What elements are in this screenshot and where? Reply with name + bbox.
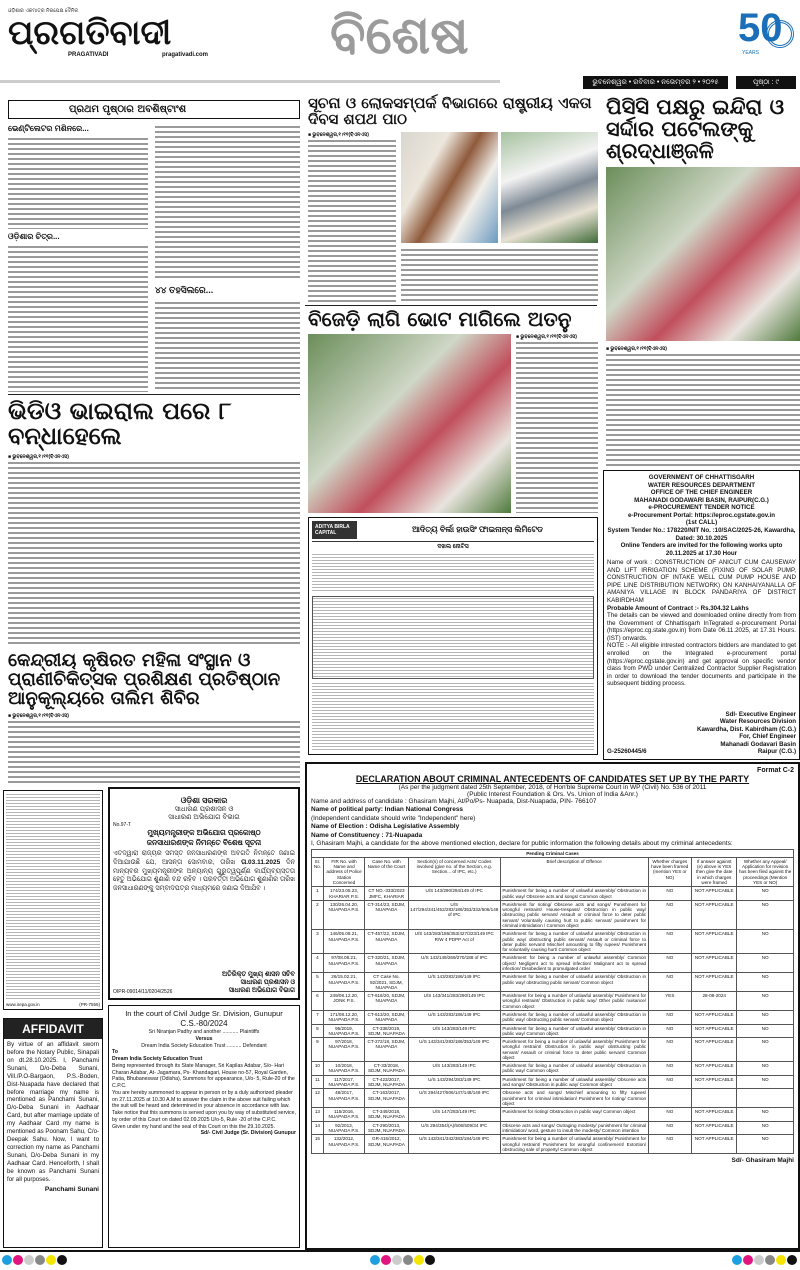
constituency-name: Name of Constituency : 71-Nuapada [311, 831, 423, 839]
continued-column-1 [8, 124, 148, 392]
tender-code: G-25260445/6 [607, 748, 647, 756]
article-body-text [8, 136, 148, 229]
table-cell: NO [737, 1121, 794, 1135]
table-cell: CT-290/2013, SDJM, NUAPADA [365, 1121, 408, 1135]
table-cell: NOT APPLICABLE [692, 1075, 737, 1089]
table-cell: 48/2017, NUAPADA P.S. [323, 1089, 364, 1108]
dateline: ■ ଭୁବନେଶ୍ୱର,୧।୧୧(ବିଏନଏସ) [606, 345, 667, 352]
table-cell: NO [737, 1135, 794, 1154]
article-body-text [8, 460, 300, 647]
table-cell: NOT APPLICABLE [692, 930, 737, 954]
table-cell: U/S 147/283/149 IPC [408, 1108, 500, 1122]
table-row [312, 1108, 794, 1122]
table-cell: CT-349/2018, SDJM, NUAPADA [365, 1108, 408, 1122]
continued-column-2 [155, 124, 300, 392]
table-cell: NO [737, 1075, 794, 1089]
table-row [312, 992, 794, 1011]
independent-note: (Independent candidate should write "Independent" here) [311, 814, 476, 822]
table-cell: NO [648, 1135, 691, 1154]
notice-govt: ଓଡ଼ିଶା ସରକାର [180, 796, 228, 805]
logo-english: PRAGATIVADI [68, 52, 109, 58]
table-cell: NOT APPLICABLE [692, 1010, 737, 1024]
unity-day-photo-2 [501, 132, 598, 243]
training-body [8, 713, 300, 785]
ad-table [312, 596, 594, 679]
table-cell: 146/05.08.21, NUAPADA P.S. [323, 930, 364, 954]
table-cell: 132/2012, NUAPADA P.S. [323, 1135, 364, 1154]
table-cell: YES [648, 992, 691, 1011]
table-cell: NOT APPLICABLE [692, 1121, 737, 1135]
table-cell: 2 [312, 900, 324, 929]
table-title: Pending Criminal Cases [312, 849, 794, 857]
classified-ad [3, 790, 103, 1010]
criminal-cases-table [311, 849, 794, 1155]
table-cell: 26/15.02.21, NUAPADA P.S. [323, 973, 364, 992]
table-cell: NOT APPLICABLE [692, 1062, 737, 1076]
table-cell: 10/2018, NUAPADA P.S. [323, 1062, 364, 1076]
table-row [312, 1121, 794, 1135]
tender-work: Name of work : CONSTRUCTION OF ANICUT CUM CAUSEWAY AND LIFT IRRIGATION SCHEME (FIXING OF SOLAR PUMP, CONSTRUCTION OF INTAKE WELL CUM PUMP HOUSE AND PIPE LINE DISTRIBUTION NETWORK) ON KANHAIYANALLA OF AMANIYA VILLAGE IN BLOCK PANDARIYA OF DISTRICT KABIRDHAM [607, 559, 796, 604]
court-title: In the court of Civil Judge Sr. Division, Gunupur [125, 1009, 283, 1018]
table-cell: 15 [312, 1135, 324, 1154]
table-cell: NO [648, 1010, 691, 1024]
dateline: ■ ଭୁବନେଶ୍ୱର,୧।୧୧(ବିଏନଏସ) [308, 131, 369, 138]
affidavit-body: By virtue of an affidavit sworn before the Notary Public, Sinapali on dt.28.10.2025. I, Panchami Sunani, D/o-Deba Sunani, Vill./P.O-Bargaon, P.S.-Boden, Dist-Nuapada have declared that before marriage my name is mentioned as Panchami Sunani, D/o-Deba Sunani in Aadhaar Card, but after marriage update of my Aadhaar Card my name is mentioned as Poonam Sahu, C/o-Deepak Sahu. Now, I want to correction my name as Panchami Sunani, D/o-Deba Sunani in my Aadhaar Card. Henceforth, I shall be known as Panchami Sunani for all purposes. [7, 1041, 99, 1183]
table-cell: NO [737, 1010, 794, 1024]
addressee: Dream India Society Education Trust [112, 1056, 203, 1063]
table-cell: 115/2016, NUAPADA P.S. [323, 1108, 364, 1122]
table-cell: NOT APPLICABLE [692, 1024, 737, 1038]
color-registration-marks [370, 1252, 436, 1270]
website-link[interactable]: pragativadi.com [161, 52, 208, 58]
pcc-body [606, 346, 800, 466]
cg-tender-notice [603, 470, 800, 760]
color-registration-marks [732, 1252, 798, 1270]
table-cell: NOT APPLICABLE [692, 1038, 737, 1062]
table-cell: U/S 143/283/186/149 IPC [408, 1010, 500, 1024]
table-cell: CT-272/18, SDJM, NUAPADA [365, 1038, 408, 1062]
table-cell: 28-08-2024 [692, 992, 737, 1011]
tender-header-line: GOVERNMENT OF CHHATTISGARH [648, 474, 755, 481]
table-cell: U/S 294/354/(A)/506/509/34 IPC [408, 1121, 500, 1135]
video-viral-body [8, 454, 300, 647]
article-body-text [8, 244, 148, 392]
bjd-article [308, 309, 598, 513]
headline-video-viral[interactable]: ଭିଡିଓ ଭାଇରାଲ ପରେ ୮ ବନ୍ଧାହେଲେ [8, 397, 232, 451]
table-cell: 1 [312, 887, 324, 901]
table-row [312, 1062, 794, 1076]
table-cell: 97/2018, NUAPADA P.S. [323, 1038, 364, 1062]
table-cell: Punishment for being a number of unlawful assembly/ Punishment for wrongful restraint/ Obstruction in public way/ obstructing public servant/ Assault or criminal force to deter public servant/ Common object [502, 1039, 647, 1060]
date-line: ଭୁବନେଶ୍ୱର • ରବିବାର • ନଭେମ୍ବର ୨ • ୨୦୨୫ [583, 76, 728, 89]
headline-training[interactable]: କେନ୍ଦ୍ରୀୟ କୃଷିରତ ମହିଳା ସଂସ୍ଥାନ ଓ ପ୍ରାଣୀଚିକିତ୍ସକ ପ୍ରଶିକ୍ଷଣ ପ୍ରତିଷ୍ଠାନ ଆନୁକୂଲ୍ୟରେ ତାଲିମ ଶିବିର [8, 650, 281, 709]
table-cell: 5 [312, 973, 324, 992]
table-cell: 6 [312, 992, 324, 1011]
subhead: ଭେଣ୍ଟିଲେଟର ମଶିନରେ... [8, 124, 89, 133]
notice-signatory: ସାଧାରଣ ପ୍ରଶାସନ ଓ [240, 979, 295, 986]
tender-signatory: Kawardha, Dist. Kabirdham (C.G.) [696, 725, 796, 733]
table-cell: 174/23.05.23, KHARIAR P.S. [323, 887, 364, 901]
table-cell: 12 [312, 1089, 324, 1108]
table-cell: U/S 143/341/342/383/184/149 IPC [408, 1135, 500, 1154]
tender-details: The details can be viewed and downloaded online directly from from the Government of Chhattisgarh InTegrated e-procurement Portal (https://eproc.cg.state.gov.in) from Date 06.11.2025, at 17.31 Hours. (IST) onwards. [607, 612, 796, 642]
color-registration-marks [2, 1252, 68, 1270]
table-cell: CT NO.-333/2023 JMFC, KHARIAR [365, 887, 408, 901]
bjd-body [516, 334, 598, 513]
table-row [312, 954, 794, 973]
tender-signatory: Raipur (C.G.) [757, 748, 796, 756]
table-cell: U/S 143/283/149 IPC [408, 1024, 500, 1038]
case-number: C.S.-80/2024 [180, 1018, 228, 1028]
notice-body: ଏତଦ୍ୱାରା ରାଜ୍ୟର ସମସ୍ତ ଜନସାଧାରଣଙ୍କ ଅବଗତି ନିମନ୍ତେ ଜଣାଇ ଦିଆଯାଉଛି ଯେ, ଆସନ୍ତା ସୋମବାର, ତାରିଖ [113, 850, 295, 866]
table-cell: U/S 294/427/506/147/148/149 IPC [408, 1089, 500, 1108]
column-header: FIR No. with Name and address of Police Station Concerned [323, 857, 364, 886]
article-body-text [8, 719, 300, 785]
column-header: Whether any Appeal/ Application for revision has been filed against the proceedings (Mention YES or NO) [737, 857, 794, 886]
table-cell: 92/2013, NUAPADA P.S. [323, 1121, 364, 1135]
column-header: Case No. with Name of the Court [365, 857, 408, 886]
table-cell: NO [648, 887, 691, 901]
candidate-sign: Sd/- Ghasiram Majhi [731, 1157, 794, 1165]
table-cell: CT-457/22, SDJM, NUAPADA [365, 930, 408, 954]
affidavit-sign: Panchami Sunani [44, 1185, 99, 1193]
headline-bjd[interactable]: ବିଜେଡ଼ି ଲାଗି ଭୋଟ ମାଗିଲେ ଅତନୁ [308, 307, 572, 331]
tender-header-line: e-PROCUREMENT TENDER NOTICE [648, 504, 755, 512]
table-cell: U/S 143/149/269/270/188 of IPC [408, 954, 500, 973]
header-divider [0, 80, 500, 83]
subhead: ୪୪ ତହସିଲରେ... [155, 284, 214, 295]
table-cell: NO [648, 1108, 691, 1122]
anniversary-years: YEARS [742, 50, 759, 56]
column-header: Section(s) of concerned Acts/ Codes involved (give no. of the Section, e.g. Section... of IPC, etc.) [408, 857, 500, 886]
table-cell: U/S 143/290/294/149 of IPC [408, 887, 500, 901]
aditya-birla-ad [308, 517, 598, 755]
notice-code: OIPR-09014/11/0204/2526 [113, 989, 173, 995]
table-cell: NO [648, 1075, 691, 1089]
table-cell: NO [737, 992, 794, 1011]
table-cell: Punishment for being a number of unlawful assembly/ Obstruction in public way/ Common object [502, 1063, 647, 1074]
table-cell: NOT APPLICABLE [692, 900, 737, 929]
table-cell: Punishment for being a number of unlawful assembly/ Obstruction in public way/ obstructing public servant/ Assault or criminal force to deter public servant/ Mischief amounting to fifty rupees/ Punishment for voluntarily causing hurt/ Common object [502, 931, 647, 953]
subhead: ଓଡ଼ିଶାର ଚିତ୍ର... [8, 231, 60, 241]
table-row [312, 900, 794, 929]
table-cell: CT-423/2017, SDJM, NUAPADA [365, 1075, 408, 1089]
plaintiff: Sri Niranjan Padhy and another ........... Plaintiffs [148, 1029, 260, 1036]
table-cell: Punishment for being a number of unlawful assembly/ Punishment for wrongful restraint/ Punishment for wrongful confinement/ Extortion/ obstructing sale of property/ Common object [502, 1136, 647, 1152]
election-name: Name of Election : Odisha Legislative Assembly [311, 823, 460, 831]
column-header: Sr. No. [312, 857, 324, 886]
masthead-logo[interactable] [8, 8, 258, 66]
article-body-text [155, 300, 300, 392]
tender-signatory: Water Resources Division [719, 718, 796, 726]
unity-day-photo-1 [401, 132, 498, 243]
table-cell: NO [737, 900, 794, 929]
bjd-rally-photo [308, 334, 511, 513]
notice-title: ଜନସାଧାରଣଙ୍କ ନିମନ୍ତେ ବିଶେଷ ସୂଚନା [146, 838, 262, 847]
table-cell: NO [737, 1038, 794, 1062]
table-cell: CT-616/20, SDJM, NUAPADA [365, 992, 408, 1011]
affidavit-title: AFFIDAVIT [4, 1019, 102, 1039]
table-cell: NO [648, 1121, 691, 1135]
ad-body-text [312, 553, 594, 593]
table-cell: NO [648, 973, 691, 992]
table-cell: NO [648, 1062, 691, 1076]
section-title: ବିଶେଷ [330, 6, 469, 66]
ad-notice-label: ଦଖଲ ନୋଟିସ [437, 544, 469, 550]
table-cell: 130/26.04.20, NUAPADA P.S. [323, 900, 364, 929]
continued-label: ପ୍ରଥମ ପୃଷ୍ଠାର ଅବଶିଷ୍ଟାଂଶ [8, 100, 300, 119]
table-cell: CT-320/21, SDJM, NUAPADA [365, 954, 408, 973]
table-cell: NOT APPLICABLE [692, 1135, 737, 1154]
table-cell: 95/2019, NUAPADA P.S. [323, 1024, 364, 1038]
notice-dept: ସାଧାରଣ ଅଭିଯୋଗ ବିଭାଗ [168, 814, 240, 821]
unity-day-article [308, 96, 598, 302]
table-cell: Punishment for being a number of unlawful assembly/ Obstruction in public way/ Obscene acts and songs/ Common object [502, 888, 647, 899]
table-cell [648, 1089, 691, 1108]
unity-day-body [308, 132, 396, 303]
candidate-name: Name and address of candidate : Ghasiram Majhi, At/Po/Ps- Nuapada, Dist-Nuapada, PIN- 766107 [311, 798, 597, 805]
table-cell: Punishment for being a number of unlawful assembly/ Obstruction in public way/ Common object [502, 1025, 647, 1036]
table-cell: U/S 143/341/283/186/353/149 IPC [408, 1038, 500, 1062]
tender-header-line: e-Procurement Portal: https://eproc.cgstate.gov.in [627, 511, 776, 519]
table-cell: NO [737, 1062, 794, 1076]
declaration-title: DECLARATION ABOUT CRIMINAL ANTECEDENTS OF CANDIDATES SET UP BY THE PARTY [355, 774, 750, 784]
table-cell: U/S 143/294/283/149 IPC [408, 1075, 500, 1089]
table-cell: Punishment for rioting/ Obstruction in public way/ Common object [500, 1108, 648, 1122]
versus: Versus [195, 1035, 213, 1042]
addressee-to: To [112, 1049, 118, 1056]
table-cell: 117/2017, NUAPADA P.S. [323, 1075, 364, 1089]
tender-signatory: For, Chief Engineer [739, 733, 796, 741]
table-cell: 97/08.08.21, NUAPADA P.S. [323, 954, 364, 973]
table-cell: NO [648, 1038, 691, 1062]
table-row [312, 1089, 794, 1108]
table-cell: 10 [312, 1062, 324, 1076]
table-cell: Obscene acts and songs/ Mischief amounting to fifty rupees/ punishment for criminal intimidation/ Punishment for rioting/ Common object [502, 1090, 647, 1106]
table-cell: NOT APPLICABLE [692, 954, 737, 973]
article-body-text [155, 124, 300, 281]
table-cell: NO [737, 973, 794, 992]
declaration-statement: I, Ghasiram Majhi, a candidate for the above mentioned election, declare for public information the following details about my criminal antecedents: [311, 840, 733, 848]
table-cell: CT-338/2019, SDJM, NUAPADA [365, 1024, 408, 1038]
table-cell: 171/08.12.20, NUAPADA P.S. [323, 1010, 364, 1024]
tender-note: NOTE :- All eligible intrested contractors bidders are mandated to get enrolled on the Integrated e-procurement portal (https://eproc.cgstate.gov.in) and get approval on specific vendor class from PWD under Centralized Contractor Supplier Registration in order to download the tender documents and participate in the subsequent bidding process. [607, 642, 796, 688]
ad-body-text [312, 682, 594, 751]
table-row [312, 1010, 794, 1024]
table-row [312, 1038, 794, 1062]
table-cell: NO [648, 900, 691, 929]
notice-signatory: ସାଧାରଣ ଅଭିଯୋଗ ବିଭାଗ [228, 987, 295, 994]
table-cell: NO [648, 930, 691, 954]
dateline: ■ ଭୁବନେଶ୍ୱର,୧।୧୧(ବିଏନଏସ) [8, 712, 69, 719]
headline-pcc[interactable]: ପିସିସି ପକ୍ଷରୁ ଇନ୍ଦିରା ଓ ସର୍ଦ୍ଦାର ପଟେଲଙ୍କୁ ଶ୍ରଦ୍ଧାଞ୍ଜଳି [606, 95, 785, 164]
table-cell: CT-33/2018, SDJM, NUAPADA [365, 1062, 408, 1076]
criminal-antecedents-declaration [305, 762, 800, 1250]
table-cell: NOT APPLICABLE [692, 973, 737, 992]
table-cell: CT-314/23, SDJM, NUAPADA [365, 900, 408, 929]
table-cell: CT Case No. 92/2021, SDJM, NUAPADA [365, 973, 408, 992]
tender-header-line: (1st CALL) [685, 519, 718, 527]
table-cell: U/S 147/294/341/452/283/186/353/332/506/149 of IPC [408, 900, 500, 929]
summons-text: Take notice that this summons is served upon you by way of substituted service, by order of this Court on dated 02.09.2025 U/o-5, Rule -20 of the C.P.C. [112, 1110, 296, 1123]
summons-text: Given under my hand and the seal of this Court on this the 29.10.2025. [112, 1123, 275, 1130]
table-cell [737, 1089, 794, 1108]
table-cell: NO [737, 1108, 794, 1122]
anniversary-logo [738, 4, 798, 64]
notice-number: No.97-T [113, 822, 132, 828]
tender-header-line: WATER RESOURCES DEPARTMENT [647, 481, 756, 489]
table-cell: 7 [312, 1010, 324, 1024]
headline-unity-day[interactable]: ସୂଚନା ଓ ଲୋକସମ୍ପର୍କ ବିଭାଗରେ ରାଷ୍ଟ୍ରୀୟ ଏକତା ଦିବସ ଶପଥ ପାଠ [308, 94, 592, 128]
tender-signatory: Sdl- Executive Engineer [725, 710, 796, 718]
notice-dept: ସାଧାରଣ ପ୍ରଶାସନ ଓ [174, 806, 234, 813]
table-cell: NO [737, 954, 794, 973]
table-row [312, 1135, 794, 1154]
table-cell: U/S 143/283/186/353/427/323/149 IPC R/W 4 PDPP Act of [408, 930, 500, 954]
table-cell: NO [648, 954, 691, 973]
notice-cell: ମୁଖ୍ୟମନ୍ତ୍ରୀଙ୍କ ଅଭିଯୋଗ ପ୍ରକୋଷ୍ଠ [147, 828, 261, 837]
ad-code: (PR-7555) [79, 1002, 100, 1007]
table-cell [692, 1089, 737, 1108]
table-cell: CT-163/2017, SDJM, NUAPADA [365, 1089, 408, 1108]
notice-date: ତା.03.11.2025 [241, 858, 281, 866]
tender-signatory: Mahanadi Godavari Basin [720, 740, 796, 748]
odisha-govt-notice [108, 787, 300, 1000]
party-name: Name of political party: Indian National Congress [311, 806, 464, 814]
pcc-article [606, 96, 800, 466]
column-header: Whether charges have been framed (mention YES or NO) [648, 857, 691, 886]
tender-header-line: Online Tenders are invited for the following works upto 20.11.2025 at 17.30 Hour [620, 542, 783, 557]
emblem-icon [766, 20, 794, 48]
court-summons [108, 1005, 300, 1248]
table-cell: GR-415/2012, SDJM, NUAPADA [365, 1135, 408, 1154]
divider [8, 394, 300, 395]
table-row [312, 887, 794, 901]
table-cell: 3 [312, 930, 324, 954]
format-label: Format C-2 [757, 767, 794, 774]
divider [305, 305, 597, 306]
table-cell: 249/08.12.20, JONK P.S. [323, 992, 364, 1011]
table-cell: NO [737, 1024, 794, 1038]
summons-text: You are hereby summoned to appear in person or by a duly authorized pleader on 27.11.2025 at 10.30 A.M to answer the claim in the above suit failing which the suit will be heard and determined in your absence in accordance with law. [112, 1089, 293, 1110]
left-lower-articles [8, 399, 300, 785]
table-cell: U/S 143/283/186/149 IPC [408, 973, 500, 992]
table-cell: Obscene acts and songs/ Outraging modesty/ punishment for criminal intimidation/ word, gesture to insult the modesty/ Common intention [502, 1122, 647, 1133]
article-body-text [308, 138, 396, 303]
table-cell: NO [737, 930, 794, 954]
article-body-text [606, 352, 800, 466]
judgment-ref: (As per the judgment dated 25th September, 2018, of Hon'ble Supreme Court in WP (Civil) No. 536 of 2011 [398, 784, 707, 791]
affidavit-ad [3, 1018, 103, 1248]
table-cell: 4 [312, 954, 324, 973]
table-row [312, 930, 794, 954]
ad-body-text [6, 793, 100, 1000]
table-cell: NO [737, 887, 794, 901]
table-cell: U/S 143/283/149 IPC [408, 1062, 500, 1076]
table-cell: NOT APPLICABLE [692, 887, 737, 901]
column-header: If answer against (e) above is YES then give the date in which charges were framed [692, 857, 737, 886]
continued-section [8, 100, 300, 392]
table-cell: Punishment for being a number of unlawful assembly/ Common object/ Negligent act to spread infection/ Malignant act to spread infection/ Disobedient to promulgated order [502, 955, 647, 971]
table-cell: 13 [312, 1108, 324, 1122]
table-row [312, 1075, 794, 1089]
article-body-text [401, 247, 598, 303]
table-cell: 8 [312, 1024, 324, 1038]
table-cell: CT-613/20, SDJM, NUAPADA [365, 1010, 408, 1024]
table-row [312, 973, 794, 992]
tender-amount: Probable Amount of Contract :- Rs.304.32 Lakhs [607, 604, 749, 612]
table-cell: Punishment for being a number of unlawful assembly/ Obstruction in public way/ obstructing public servant/ Common object [500, 973, 648, 992]
dateline: ■ ଭୁବନେଶ୍ୱର,୧।୧୧(ବିଏନଏସ) [516, 334, 577, 340]
column-header: Brief description of Offence [500, 857, 648, 886]
tender-header-line: System Tender No.: 178220/NIT No. :10/SAC/2025-26, Kawardha, Dated: 30.10.2025 [607, 526, 796, 542]
table-cell: Punishment for being a number of unlawful assembly/ Obstruction in public way/ obstructing public servant/ Common object [502, 1011, 647, 1023]
irepa-link[interactable]: www.irepa.gov.in [6, 1002, 40, 1007]
defendant: Dream India Society Education Trust .......... Defendant [141, 1042, 267, 1049]
anniversary-number: 50 [738, 6, 783, 50]
aditya-birla-logo: ADITYA BIRLA CAPITAL [312, 521, 357, 539]
ad-title: ଆଦିତ୍ୟ ବିର୍ଲା ହାଉସିଂ ଫାଇନାନ୍ସ ଲିମିଟେଡ [412, 525, 543, 534]
logo-text: ପ୍ରଗତିବାଦୀ [8, 13, 172, 53]
tender-header-line: MAHANADI GODAWARI BASIN, RAIPUR(C.G.) [634, 496, 769, 504]
table-cell: NOT APPLICABLE [692, 1108, 737, 1122]
judge-sign: Sd/- Civil Judge (Sr. Division) Gunupur [200, 1130, 296, 1137]
table-cell: NO [648, 1024, 691, 1038]
page-number: ପୃଷ୍ଠା : ୯ [736, 76, 796, 89]
summons-text: Being represented through its State Manager, Sri Kapilas Adabar, S/o- Hari Charan Adabar, At- Jagamara, Ps- Khandagari, House no-57, Royal Garden, Patia, Bhubaneswar (Odisha), Summons for appearance, U/o- 5, Rule-20 of the C.P.C. [112, 1062, 295, 1090]
table-cell: Punishment for being a number of unlawful assembly/ Obscene acts and songs/ Obstruction in public way/ Common object [502, 1076, 647, 1088]
article-body-text [516, 340, 598, 513]
masthead-tagline: ଓଡ଼ିଶାର ଏକମାତ୍ର ନିରପେକ୍ଷ ଦୈନିକ [8, 8, 79, 14]
table-cell: 11 [312, 1075, 324, 1089]
notice-signatory: ଅତିରିକ୍ତ ମୁଖ୍ୟ ଶାସନ ସଚିବ [222, 971, 295, 978]
table-cell: Punishment for being a number of unlawful assembly/ Punishment for wrongful restraint/ Obstruction in public way/ Other public nuisance/ Common object [502, 993, 647, 1009]
notice-body: ଦିନ ମାନ୍ୟବର ମୁଖ୍ୟମନ୍ତ୍ରୀଙ୍କ ଅନ୍ୟାନ୍ୟ ଗୁରୁତ୍ୱପୂର୍ଣ୍ଣ କାର୍ଯ୍ୟବ୍ୟସ୍ତତା ହେତୁ ଅଭିଯୋଗ ଶୁଣାଣି ବନ୍ଦ ରହିବ । ପରବର୍ତ୍ତୀ ଅଭିଯୋଗ ଶୁଣାଣିର ତାରିଖ ଜନସାଧାରଣଙ୍କୁ ସମ୍ବାଦପତ୍ର ମାଧ୍ୟମରେ ଜଣାଇ ଦିଆଯିବ । [113, 858, 295, 893]
table-cell: 9 [312, 1038, 324, 1062]
judgment-ref: (Public Interest Foundation & Ors. Vs. Union of India &Anr.) [467, 791, 638, 798]
table-cell: 14 [312, 1121, 324, 1135]
pcc-tribute-photo [606, 167, 800, 340]
dateline: ■ ଭୁବନେଶ୍ୱର,୧।୧୧(ବିଏନଏସ) [8, 454, 69, 461]
table-cell: Punishment for rioting/ Obscene acts and songs/ Punishment for wrongful restraint/ House-trespass/ Obstruction in public way/ obstructing public servant/ Assault or criminal force to deter public servant/ Voluntarily causing hurt to public servant/ punishment for criminal intimidation / Common object [502, 901, 647, 928]
tender-header-line: OFFICE OF THE CHIEF ENGINEER [650, 489, 753, 497]
table-cell: U/S 143/341/283/290/149 IPC [408, 992, 500, 1011]
table-row [312, 1024, 794, 1038]
